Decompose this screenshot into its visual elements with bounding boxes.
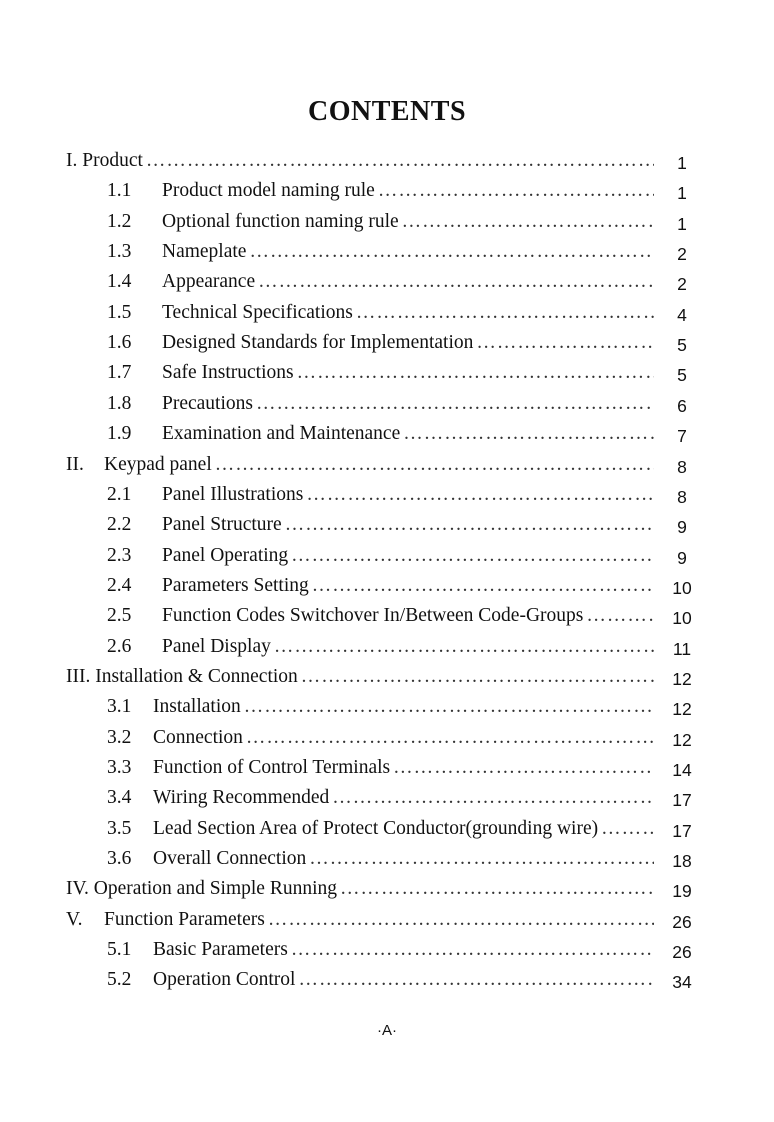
dot-leader bbox=[256, 389, 654, 419]
toc-entry[interactable] bbox=[0, 905, 774, 935]
toc-entry-label: Function Parameters bbox=[104, 908, 265, 930]
toc-entry-title bbox=[162, 571, 654, 601]
toc-entry-page: 10 bbox=[672, 577, 692, 598]
toc-entry-page: 10 bbox=[672, 608, 692, 629]
dot-leader bbox=[393, 753, 654, 783]
dot-leader bbox=[258, 267, 654, 297]
toc-entry-page: 8 bbox=[677, 456, 687, 477]
toc-entry[interactable] bbox=[0, 389, 774, 419]
dot-leader bbox=[301, 662, 654, 692]
toc-entry-title bbox=[153, 814, 654, 844]
toc-entry-title bbox=[153, 692, 654, 722]
toc-entry-page: 26 bbox=[672, 942, 692, 963]
toc-entry-number: 1.1 bbox=[107, 180, 132, 202]
page-footer: ·A· bbox=[377, 1022, 397, 1039]
toc-entry-number: 3.4 bbox=[107, 787, 132, 809]
toc-entry-page: 26 bbox=[672, 911, 692, 932]
toc-entry-number: 2.2 bbox=[107, 514, 132, 536]
toc-entry-page: 1 bbox=[677, 153, 687, 173]
toc-entry-title bbox=[162, 480, 654, 510]
toc-entry-page: 5 bbox=[677, 365, 687, 386]
toc-entry-title bbox=[162, 267, 654, 297]
toc-entry-label: Product model naming rule bbox=[162, 180, 375, 202]
toc-entry-label: Wiring Recommended bbox=[153, 787, 330, 809]
dot-leader bbox=[340, 874, 654, 904]
toc-entry-page: 9 bbox=[677, 547, 687, 568]
toc-entry[interactable] bbox=[0, 328, 774, 358]
toc-entry-title bbox=[66, 662, 654, 692]
toc-entry[interactable] bbox=[0, 298, 774, 328]
toc-entry-page: 8 bbox=[677, 486, 687, 507]
toc-entry-label: Installation bbox=[153, 696, 241, 718]
toc-entry-title bbox=[66, 874, 654, 904]
toc-entry-title bbox=[162, 632, 654, 662]
toc-entry-label: Connection bbox=[153, 726, 243, 748]
toc-entry-label: Technical Specifications bbox=[162, 301, 353, 323]
toc-entry-title bbox=[162, 358, 654, 388]
dot-leader bbox=[291, 935, 654, 965]
toc-entry-number: 5.1 bbox=[107, 939, 132, 961]
toc-entry-number: 1.8 bbox=[107, 392, 132, 414]
toc-entry[interactable] bbox=[0, 146, 774, 176]
toc-entry-number: III. Installation & Connection bbox=[66, 665, 298, 687]
toc-entry-page: 12 bbox=[672, 699, 692, 720]
toc-entry-number: 3.3 bbox=[107, 757, 132, 778]
toc-entry[interactable] bbox=[0, 480, 774, 510]
toc-entry-label: Basic Parameters bbox=[153, 939, 288, 961]
dot-leader bbox=[312, 571, 654, 601]
toc-entry-label: Designed Standards for Implementation bbox=[162, 332, 474, 354]
toc-entry-title bbox=[162, 176, 654, 206]
toc-entry-label: Panel Operating bbox=[162, 544, 289, 566]
dot-leader bbox=[244, 692, 654, 722]
toc-entry-label: Keypad panel bbox=[104, 453, 212, 475]
toc-entry-page: 34 bbox=[672, 972, 692, 993]
toc-entry-number: 2.5 bbox=[107, 605, 132, 627]
toc-entry-page: 12 bbox=[672, 668, 692, 689]
toc-entry-title bbox=[162, 601, 654, 631]
toc-entry-number: 1.7 bbox=[107, 362, 132, 384]
toc-entry[interactable] bbox=[0, 783, 774, 813]
dot-leader bbox=[403, 419, 654, 449]
dot-leader bbox=[298, 965, 654, 995]
toc-entry-page: 17 bbox=[672, 820, 692, 841]
toc-entry-label: Nameplate bbox=[162, 241, 247, 263]
dot-leader bbox=[291, 541, 654, 571]
toc-entry-page: 17 bbox=[672, 790, 692, 811]
toc-entry-page: 2 bbox=[677, 244, 687, 265]
toc-entry-title bbox=[104, 905, 654, 935]
toc-entry-number: 3.1 bbox=[107, 696, 132, 718]
dot-leader bbox=[306, 480, 654, 510]
toc-entry[interactable] bbox=[0, 267, 774, 297]
dot-leader bbox=[601, 814, 654, 844]
toc-entry[interactable] bbox=[0, 874, 774, 904]
toc-entry-label: Panel Display bbox=[162, 635, 271, 657]
toc-entry-title bbox=[162, 328, 654, 358]
dot-leader bbox=[246, 723, 654, 753]
dot-leader bbox=[586, 601, 654, 631]
toc-entry-title bbox=[162, 207, 654, 237]
toc-entry[interactable] bbox=[0, 207, 774, 237]
toc-entry-label: Panel Structure bbox=[162, 514, 282, 536]
toc-entry-title bbox=[162, 510, 654, 540]
toc-entry-title bbox=[162, 541, 654, 571]
toc-entry[interactable] bbox=[0, 692, 774, 722]
toc-entry[interactable] bbox=[0, 844, 774, 874]
dot-leader bbox=[274, 632, 654, 662]
toc-entry-label: Safe Instructions bbox=[162, 362, 294, 384]
toc-entry-number: V. bbox=[66, 908, 83, 930]
toc-entry[interactable] bbox=[0, 753, 774, 783]
toc-entry[interactable] bbox=[0, 541, 774, 571]
toc-entry-label: Function Codes Switchover In/Between Code-Groups bbox=[162, 605, 584, 627]
dot-leader bbox=[249, 237, 654, 267]
toc-entry-page: 1 bbox=[677, 183, 687, 204]
toc-entry-page: 19 bbox=[672, 881, 692, 902]
dot-leader bbox=[378, 176, 654, 206]
toc-entry-label: Operation Control bbox=[153, 969, 296, 991]
toc-entry-title bbox=[66, 146, 654, 176]
toc-entry-title bbox=[153, 753, 654, 783]
toc-entry-label: Panel Illustrations bbox=[162, 483, 304, 505]
toc-entry[interactable] bbox=[0, 510, 774, 540]
toc-entry-title bbox=[162, 237, 654, 267]
toc-entry-label: Examination and Maintenance bbox=[162, 423, 401, 445]
toc-entry-number: 3.5 bbox=[107, 817, 132, 839]
toc-entry-title bbox=[153, 935, 654, 965]
toc-entry-number: 1.4 bbox=[107, 271, 132, 293]
toc-entry-page: 1 bbox=[677, 213, 687, 234]
toc-entry-page: 11 bbox=[672, 638, 692, 659]
toc-entry-label: Function of Control Terminals bbox=[153, 757, 391, 778]
toc-entry-page: 18 bbox=[672, 851, 692, 872]
toc-entry-number: 2.3 bbox=[107, 544, 132, 566]
toc-entry-page: 14 bbox=[672, 760, 692, 780]
toc-entry-number: 1.2 bbox=[107, 210, 132, 232]
toc-entry-label: Appearance bbox=[162, 271, 256, 293]
toc-entry-page: 5 bbox=[677, 335, 687, 356]
toc-entry-number: 5.2 bbox=[107, 969, 132, 991]
toc-entry[interactable] bbox=[0, 632, 774, 662]
toc-entry-number: 2.6 bbox=[107, 635, 132, 657]
toc-entry-number: IV. Operation and Simple Running bbox=[66, 878, 337, 900]
toc-entry-number: 2.1 bbox=[107, 483, 132, 505]
toc-entry-label: Overall Connection bbox=[153, 848, 307, 870]
toc-entry[interactable] bbox=[0, 450, 774, 480]
dot-leader bbox=[268, 905, 654, 935]
toc-entry-title bbox=[153, 783, 654, 813]
toc-entry-title bbox=[104, 450, 654, 480]
toc-entry[interactable] bbox=[0, 814, 774, 844]
toc-entry-number: I. Product bbox=[66, 150, 143, 171]
toc-entry[interactable] bbox=[0, 176, 774, 206]
toc-entry[interactable] bbox=[0, 965, 774, 995]
toc-entry-number: 3.2 bbox=[107, 726, 132, 748]
toc-entry-label: Lead Section Area of Protect Conductor(grounding wire) bbox=[153, 817, 599, 839]
toc-entry-label: Parameters Setting bbox=[162, 574, 309, 596]
toc-entry-page: 9 bbox=[677, 517, 687, 538]
toc-entry-title bbox=[162, 419, 654, 449]
dot-leader bbox=[146, 146, 654, 176]
dot-leader bbox=[476, 328, 654, 358]
toc-entry-page: 12 bbox=[672, 729, 692, 750]
toc-entry[interactable] bbox=[0, 358, 774, 388]
toc-entry-number: 1.6 bbox=[107, 332, 132, 354]
toc-entry-page: 7 bbox=[677, 426, 687, 447]
toc-entry[interactable] bbox=[0, 571, 774, 601]
toc-entry-number: 1.3 bbox=[107, 241, 132, 263]
toc-entry[interactable] bbox=[0, 723, 774, 753]
toc-entry-number: 1.9 bbox=[107, 423, 132, 445]
toc-entry-page: 4 bbox=[677, 304, 687, 325]
toc-entry-title bbox=[153, 965, 654, 995]
toc-entry-number: 1.5 bbox=[107, 301, 132, 323]
toc-entry-title bbox=[153, 844, 654, 874]
page-title: CONTENTS bbox=[307, 96, 467, 127]
dot-leader bbox=[215, 450, 654, 480]
toc-entry-number: 2.4 bbox=[107, 574, 132, 596]
toc-entry-number: II. bbox=[66, 453, 84, 475]
dot-leader bbox=[402, 207, 654, 237]
toc-entry[interactable] bbox=[0, 601, 774, 631]
toc-entry-title bbox=[162, 298, 654, 328]
toc-entry-label: Optional function naming rule bbox=[162, 210, 399, 232]
dot-leader bbox=[297, 358, 654, 388]
toc-entry-number: 3.6 bbox=[107, 848, 132, 870]
toc-entry[interactable] bbox=[0, 662, 774, 692]
toc-entry[interactable] bbox=[0, 419, 774, 449]
toc-entry[interactable] bbox=[0, 237, 774, 267]
dot-leader bbox=[356, 298, 654, 328]
dot-leader bbox=[309, 844, 654, 874]
toc-entry[interactable] bbox=[0, 935, 774, 965]
toc-entry-page: 2 bbox=[677, 274, 687, 295]
toc-entry-label: Precautions bbox=[162, 392, 253, 414]
toc-entry-title bbox=[153, 723, 654, 753]
toc-entry-title bbox=[162, 389, 654, 419]
dot-leader bbox=[285, 510, 654, 540]
toc-entry-page: 6 bbox=[677, 395, 687, 416]
dot-leader bbox=[332, 783, 654, 813]
